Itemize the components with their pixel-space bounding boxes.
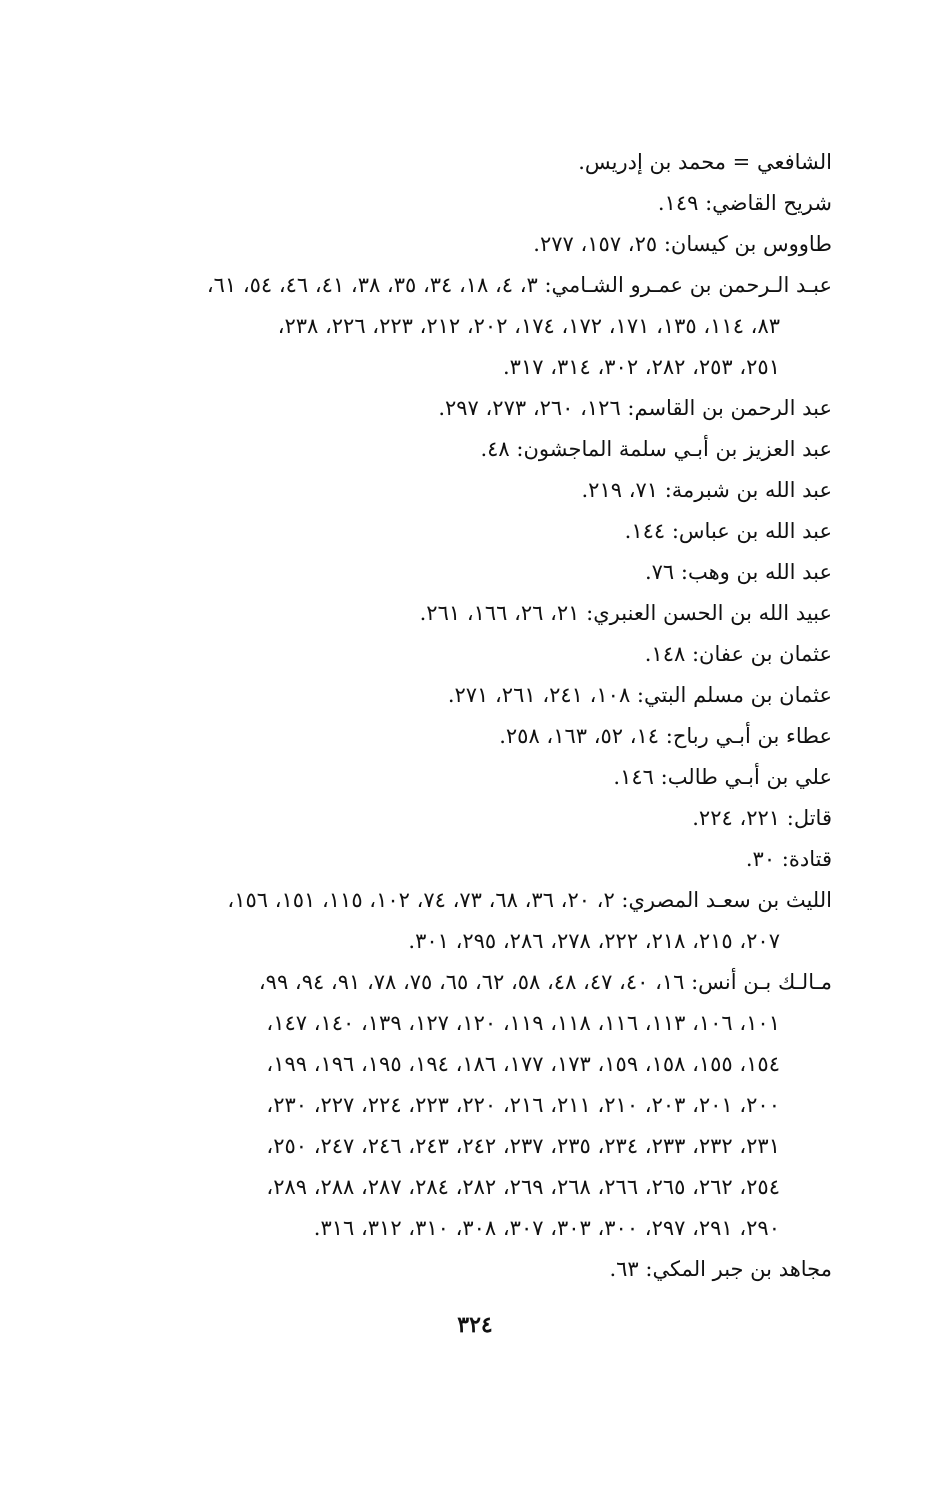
index-entry (72, 757, 832, 798)
entry-line: عبد الرحمن بن القاسم: ١٢٦، ٢٦٠، ٢٧٣، ٢٩٧. (438, 396, 832, 420)
entry-continuation-line: ٨٣، ١١٤، ١٣٥، ١٧١، ١٧٢، ١٧٤، ٢٠٢، ٢١٢، ٢٢٣، ٢٢٦، ٢٣٨، (277, 314, 780, 338)
entry-line: عبد الله بن وهب: ٧٦. (644, 560, 832, 584)
index-entry (72, 716, 832, 757)
index-entry (72, 634, 832, 675)
entry-line: عثمان بن عفان: ١٤٨. (644, 642, 832, 666)
entry-line: علي بن أبـي طالب: ١٤٦. (613, 765, 832, 789)
index-entry (72, 142, 832, 183)
entry-line: طاووس بن كيسان: ٢٥، ١٥٧، ٢٧٧. (533, 232, 832, 256)
entry-line: مجاهد بن جبر المكي: ٦٣. (609, 1257, 832, 1281)
index-entry (72, 388, 832, 429)
entry-line: عبد العزيز بن أبـي سلمة الماجشون: ٤٨. (480, 437, 832, 461)
entry-line: عطاء بن أبـي رباح: ١٤، ٥٢، ١٦٣، ٢٥٨. (499, 724, 832, 748)
entry-continuation-line: ٢٣١، ٢٣٢، ٢٣٣، ٢٣٤، ٢٣٥، ٢٣٧، ٢٤٢، ٢٤٣، ٢٤٦، ٢٤٧، ٢٥٠، (266, 1134, 780, 1158)
entry-line: عثمان بن مسلم البتي: ١٠٨، ٢٤١، ٢٦١، ٢٧١. (447, 683, 832, 707)
entry-continuation-line: ٢٥١، ٢٥٣، ٢٨٢، ٣٠٢، ٣١٤، ٣١٧. (502, 355, 780, 379)
index-entry (72, 675, 832, 716)
entry-continuation-line: ٢٩٠، ٢٩١، ٢٩٧، ٣٠٠، ٣٠٣، ٣٠٧، ٣٠٨، ٣١٠، ٣١٢، ٣١٦. (313, 1216, 780, 1240)
entry-continuation-line: ٢٠٧، ٢١٥، ٢١٨، ٢٢٢، ٢٧٨، ٢٨٦، ٢٩٥، ٣٠١. (408, 929, 780, 953)
entry-line: الشافعي = محمد بن إدريس. (578, 150, 832, 174)
index-entry (72, 470, 832, 511)
entry-line: قاتل: ٢٢١، ٢٢٤. (692, 806, 832, 830)
index-entry (72, 183, 832, 224)
index-entry (72, 798, 832, 839)
entry-continuation-line: ٢٠٠، ٢٠١، ٢٠٣، ٢١٠، ٢١١، ٢١٦، ٢٢٠، ٢٢٣، ٢٢٤، ٢٢٧، ٢٣٠، (266, 1093, 780, 1117)
entry-continuation-line: ١٠١، ١٠٦، ١١٣، ١١٦، ١١٨، ١١٩، ١٢٠، ١٢٧، ١٣٩، ١٤٠، ١٤٧، (266, 1011, 780, 1035)
index-entry (72, 593, 832, 634)
index-entry (72, 880, 832, 962)
entry-line: عبيد الله بن الحسن العنبري: ٢١، ٢٦، ١٦٦، ٢٦١. (419, 601, 832, 625)
entry-continuation-line: ٢٥٤، ٢٦٢، ٢٦٥، ٢٦٦، ٢٦٨، ٢٦٩، ٢٨٢، ٢٨٤، ٢٨٧، ٢٨٨، ٢٨٩، (266, 1175, 780, 1199)
entry-line: قتادة: ٣٠. (745, 847, 832, 871)
entry-line: عبـد الـرحمن بن عمـرو الشـامي: ٣، ٤، ١٨، ٣٤، ٣٥، ٣٨، ٤١، ٤٦، ٥٤، ٦١، (206, 273, 832, 297)
index-entry (72, 265, 832, 388)
index-entry (72, 224, 832, 265)
entry-line: الليث بن سعـد المصري: ٢، ٢٠، ٣٦، ٦٨، ٧٣، ٧٤، ١٠٢، ١١٥، ١٥١، ١٥٦، (227, 888, 832, 912)
names-index-list (72, 142, 832, 1290)
entry-line: عبد الله بن شبرمة: ٧١، ٢١٩. (581, 478, 832, 502)
index-entry (72, 839, 832, 880)
page-number: ٣٢٤ (457, 1312, 493, 1338)
entry-continuation-line: ١٥٤، ١٥٥، ١٥٨، ١٥٩، ١٧٣، ١٧٧، ١٨٦، ١٩٤، ١٩٥، ١٩٦، ١٩٩، (266, 1052, 780, 1076)
entry-line: عبد الله بن عباس: ١٤٤. (624, 519, 832, 543)
entry-line: شريح القاضي: ١٤٩. (657, 191, 832, 215)
index-entry (72, 511, 832, 552)
index-entry (72, 429, 832, 470)
index-entry (72, 1249, 832, 1290)
entry-line: مـالـك بـن أنس: ١٦، ٤٠، ٤٧، ٤٨، ٥٨، ٦٢، ٦٥، ٧٥، ٧٨، ٩١، ٩٤، ٩٩، (258, 970, 832, 994)
index-entry (72, 962, 832, 1249)
index-entry (72, 552, 832, 593)
